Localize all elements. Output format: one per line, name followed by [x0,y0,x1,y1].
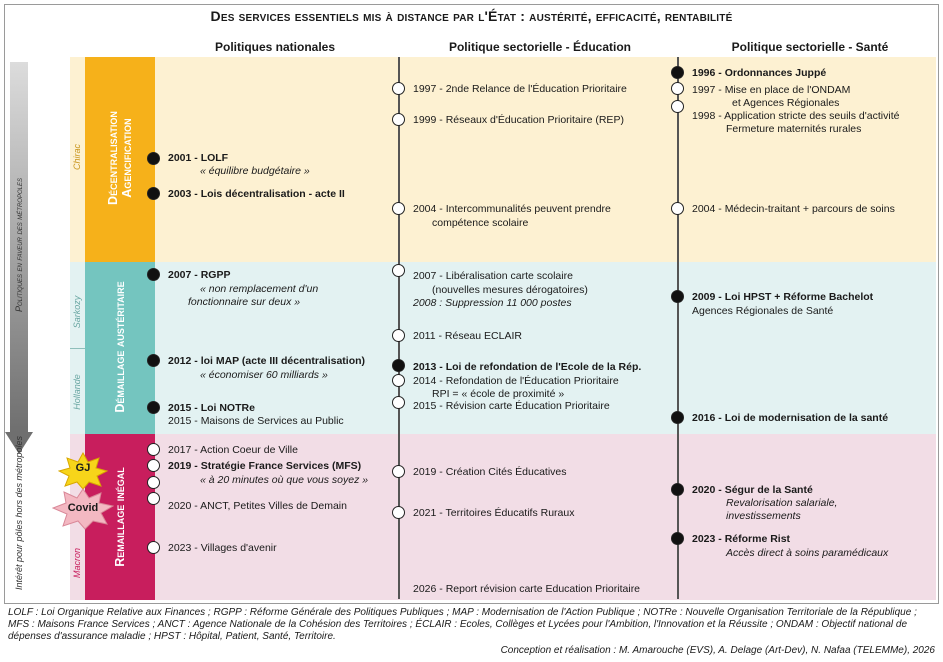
event-sante-1997b: et Agences Régionales [732,97,840,109]
event-dot [392,506,405,519]
era-label-hollande: Hollande [72,374,82,410]
event-sante-1998a: 1998 - Application stricte des seuils d'activité [692,110,900,122]
event-decentralisation-acte2: 2003 - Lois décentralisation - acte II [168,188,345,200]
event-edu-1997: 1997 - 2nde Relance de l'Éducation Prioritaire [413,83,627,95]
event-sante-2023a: 2023 - Réforme Rist [692,533,791,545]
event-dot [147,152,160,165]
event-edu-2014b: RPI = « école de proximité » [432,388,565,400]
event-edu-1999: 1999 - Réseaux d'Éducation Prioritaire (REP) [413,114,624,126]
event-dot [392,396,405,409]
event-dot [671,532,684,545]
event-mfs-sub: « à 20 minutes où que vous soyez » [200,474,369,486]
event-edu-2019: 2019 - Création Cités Éducatives [413,466,567,478]
event-dot [392,82,405,95]
era-label-macron: Macron [72,548,82,579]
event-edu-2004b: compétence scolaire [432,217,529,229]
left-axis-label-top: Politiques en faveur des métropoles [14,178,24,312]
credits: Conception et réalisation : M. Amarouche (EVS), A. Delage (Art-Dev), N. Nafaa (TELEMMe), 2026 [500,645,935,656]
event-dot [147,459,160,472]
event-action-coeur-de-ville: 2017 - Action Coeur de Ville [168,444,298,456]
event-edu-2008: 2008 : Suppression 11 000 postes [413,297,572,309]
event-edu-2014a: 2014 - Refondation de l'Éducation Prioritaire [413,375,619,387]
event-rgpp-title: 2007 - RGPP [168,269,231,281]
event-dot [147,354,160,367]
event-edu-2026: 2026 - Report révision carte Education Prioritaire [413,583,641,595]
event-dot [392,329,405,342]
event-sante-1998b: Fermeture maternités rurales [726,123,862,135]
event-sante-2020b: Revalorisation salariale, [726,497,838,509]
event-map-title: 2012 - loi MAP (acte III décentralisation) [168,355,366,367]
era-label-sarkozy: Sarkozy [72,295,82,329]
diagram-title: Des services essentiels mis à distance par l'État : austérité, efficacité, rentabilité [210,8,733,24]
block-label-demaillage: Démaillage austéritaire [113,281,127,413]
event-notre-title: 2015 - Loi NOTRe [168,402,255,414]
event-villages-avenir: 2023 - Villages d'avenir [168,542,277,554]
event-mfs-title: 2019 - Stratégie France Services (MFS) [168,460,362,472]
era-divider [70,348,85,349]
column-header-education: Politique sectorielle - Éducation [448,40,632,54]
covid-badge-label: Covid [67,502,99,514]
event-dot [147,187,160,200]
event-dot [392,113,405,126]
event-dot [147,541,160,554]
block-label-decentralisation [106,88,134,228]
event-sante-2009a: 2009 - Loi HPST + Réforme Bachelot [692,291,874,303]
left-axis-label-bottom: Intérêt pour pôles hors des métropoles [14,435,24,591]
event-edu-2015: 2015 - Révision carte Éducation Prioritaire [413,400,610,412]
footnote-abbreviations: LOLF : Loi Organique Relative aux Finances ; RGPP : Réforme Générale des Politiques Publiques ; MAP : Modernisation de l'Action Publique ; NOTRe : Nouvelle Organisation Territoriale de la République ; MFS : Maisons France Services ; ANCT : Agence Nationale de la Cohésion des Territoires ; ÉCLAIR : Ecoles, Collèges et Lycées pour l'Ambition, l'Innovation et la Réussite ; ONDAM : Objectif national de dépenses d'assurance maladie ; HPST : Hôpital, Patient, Santé, Territoire. [8,607,917,642]
event-map-sub: « économiser 60 milliards » [200,369,328,381]
event-sante-2020a: 2020 - Ségur de la Santé [692,484,813,496]
event-dot [392,374,405,387]
event-sante-2020c: investissements [726,510,801,522]
event-dot [147,268,160,281]
event-dot [671,411,684,424]
event-edu-2011: 2011 - Réseau ECLAIR [413,330,522,342]
event-dot [671,290,684,303]
event-dot [671,82,684,95]
block-label-remaillage: Remaillage inégal [113,467,127,567]
event-dot [147,443,160,456]
event-sante-1996: 1996 - Ordonnances Juppé [692,67,827,79]
timeline-sante [677,57,679,599]
event-lolf-sub: « équilibre budgétaire » [200,165,310,177]
event-dot [392,264,405,277]
event-edu-2007a: 2007 - Libéralisation carte scolaire [413,270,573,282]
event-dot [147,492,160,505]
event-sante-2016: 2016 - Loi de modernisation de la santé [692,412,889,424]
event-dot [392,465,405,478]
gj-badge-label: GJ [75,462,91,474]
event-rgpp-sub2: fonctionnaire sur deux » [188,296,301,308]
event-dot [671,100,684,113]
event-edu-2013: 2013 - Loi de refondation de l'Ecole de la Rép. [413,361,642,373]
event-dot [392,359,405,372]
event-notre-sub: 2015 - Maisons de Services au Public [168,415,344,427]
column-header-nationales: Politiques nationales [214,40,336,54]
event-sante-2023b: Accès direct à soins paramédicaux [726,547,889,559]
event-sante-1997a: 1997 - Mise en place de l'ONDAM [692,84,851,96]
event-anct: 2020 - ANCT, Petites Villes de Demain [168,500,347,512]
event-edu-2021: 2021 - Territoires Éducatifs Ruraux [413,507,575,519]
column-header-sante: Politique sectorielle - Santé [731,40,889,54]
event-dot [147,401,160,414]
event-dot [392,202,405,215]
event-sante-2009b: Agences Régionales de Santé [692,305,834,317]
era-label-chirac: Chirac [72,144,82,171]
event-sante-2004: 2004 - Médecin-traitant + parcours de soins [692,203,895,215]
block-label-line2: Agencification [120,118,134,198]
event-rgpp-sub1: « non remplacement d'un [200,283,319,295]
block-label-line1: Décentralisation [106,111,120,205]
event-dot [671,202,684,215]
event-dot [671,483,684,496]
event-edu-2007b: (nouvelles mesures dérogatoires) [432,284,588,296]
event-lolf-title: 2001 - LOLF [168,152,229,164]
event-dot [671,66,684,79]
event-edu-2004a: 2004 - Intercommunalités peuvent prendre [413,203,611,215]
event-dot [147,476,160,489]
